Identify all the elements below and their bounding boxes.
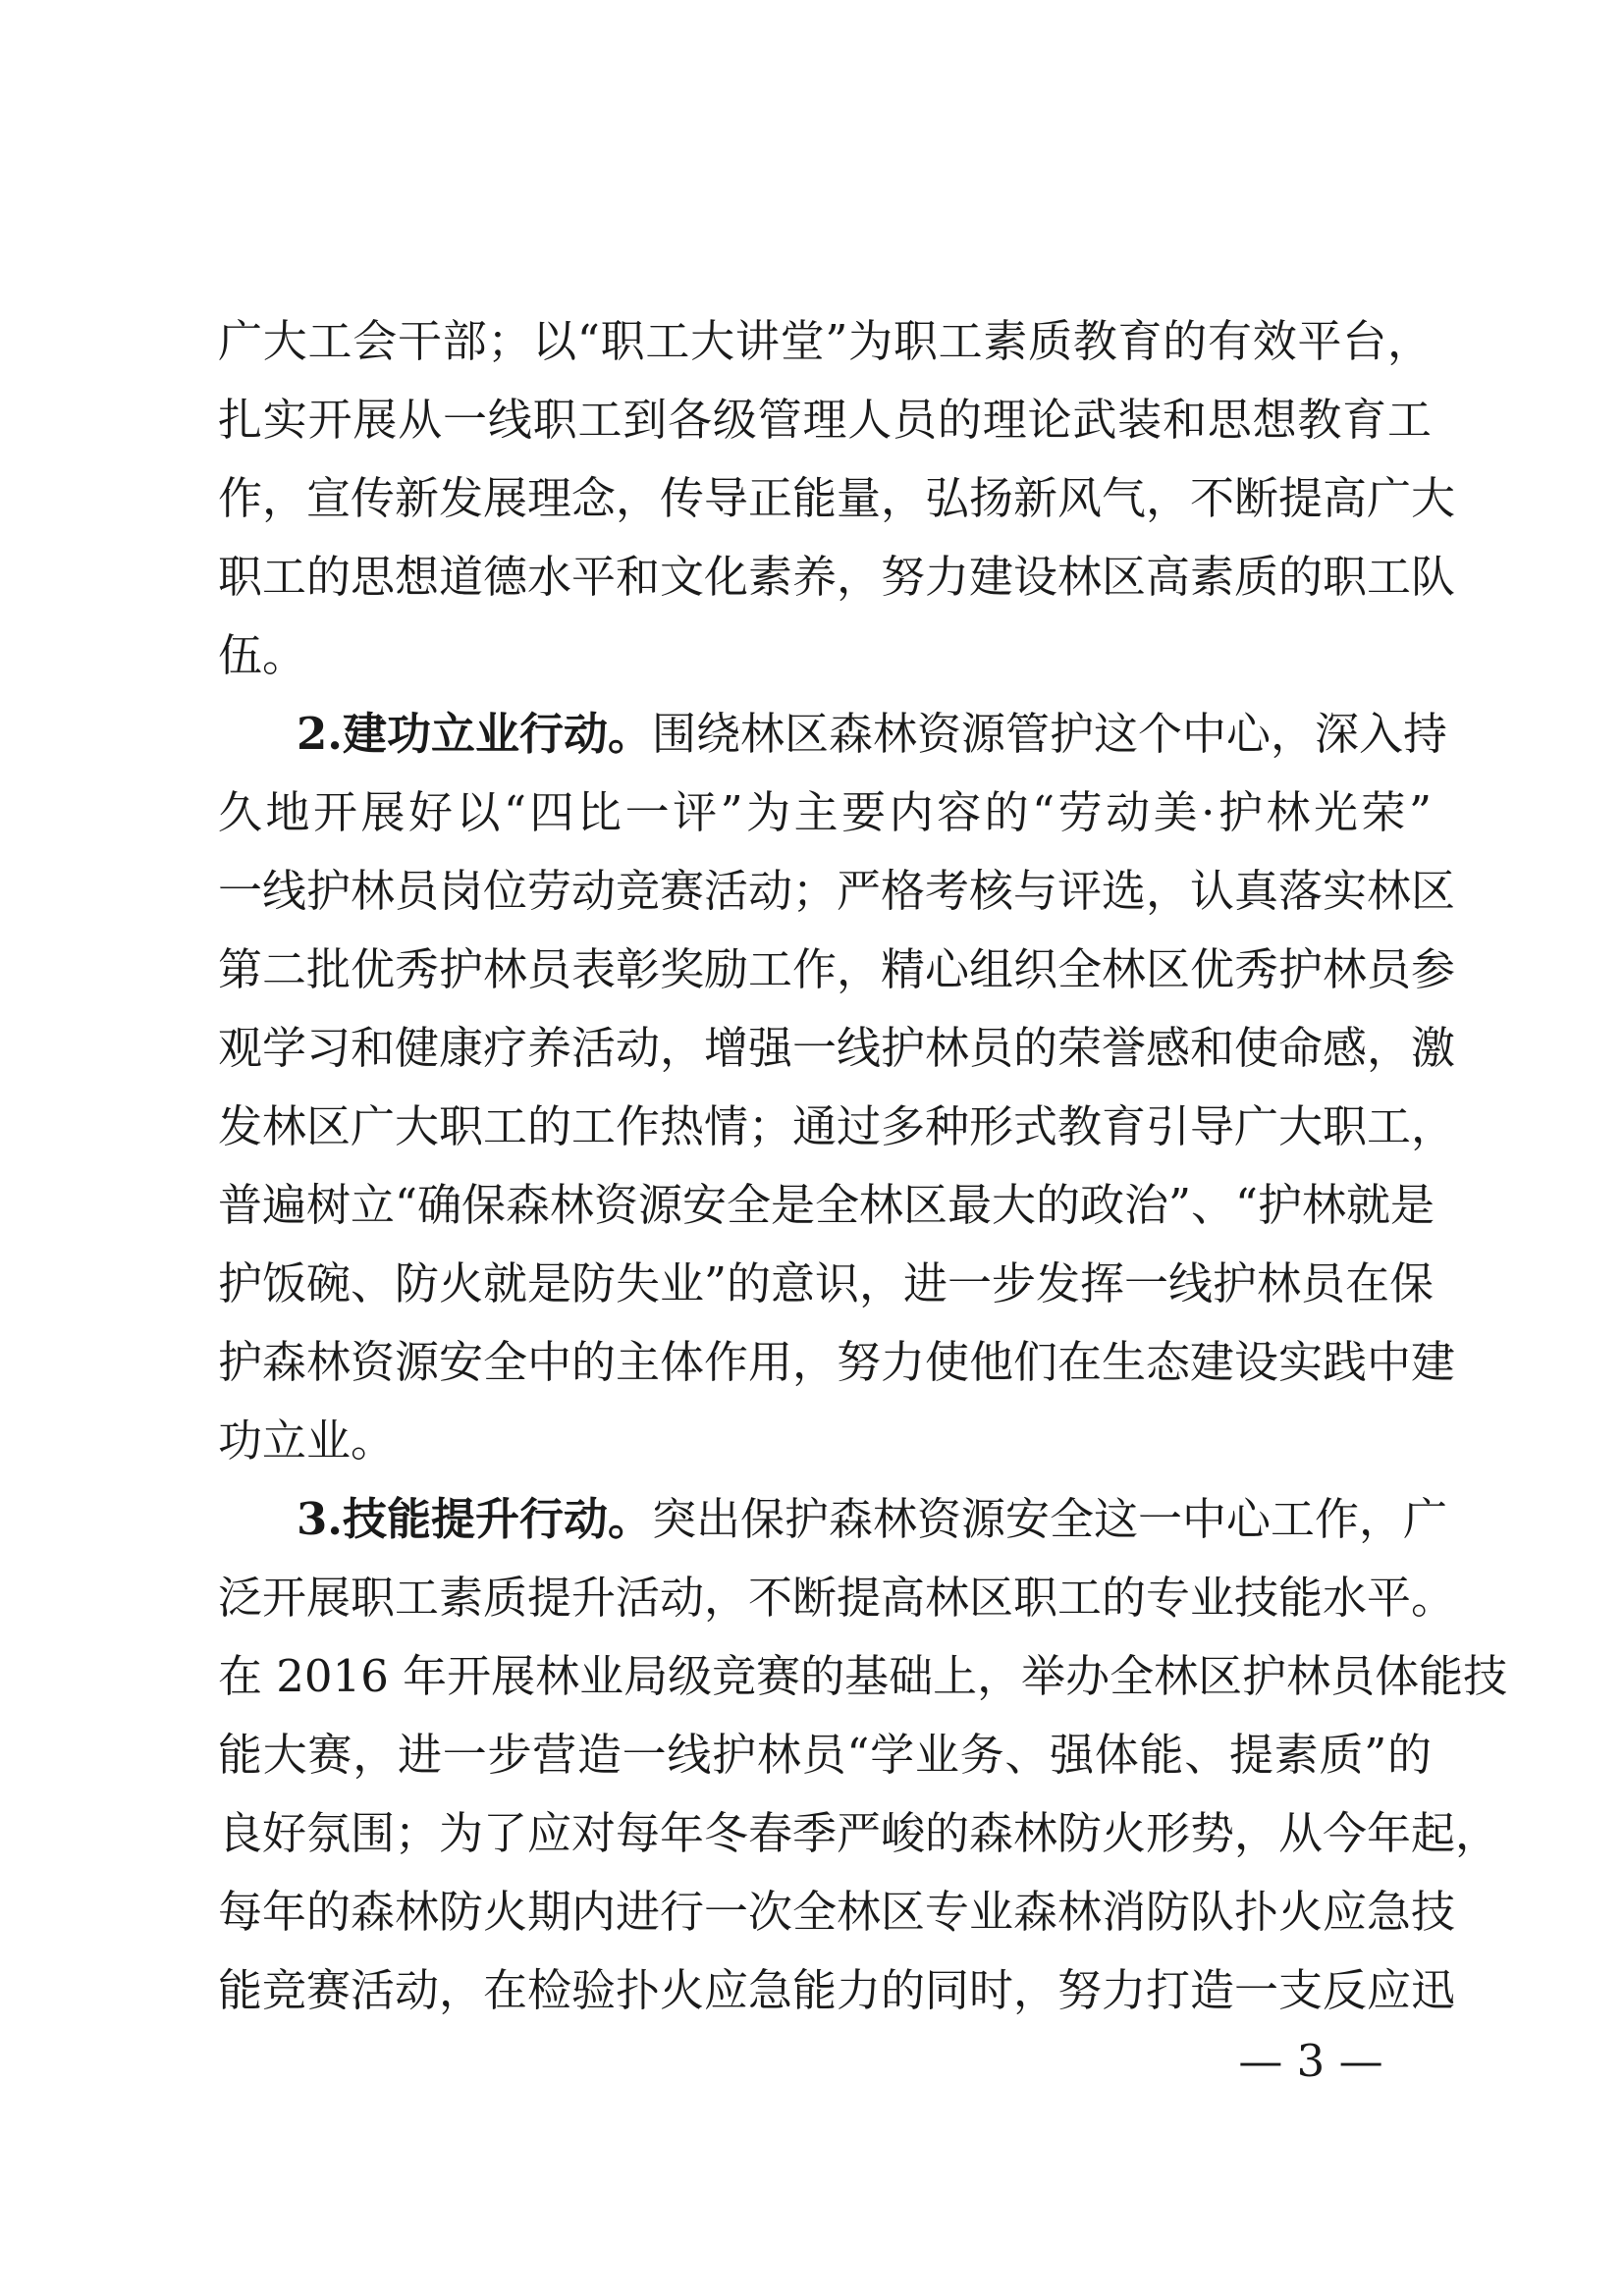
text-line: 伍。	[218, 629, 307, 681]
text-line: 观学习和健康疗养活动，增强一线护林员的荣誉感和使命感，激	[218, 1022, 1456, 1074]
text-run: 围绕林区森林资源管护这个中心，深入持	[651, 708, 1447, 760]
text-line: 每年的森林防火期内进行一次全林区专业森林消防队扑火应急技	[218, 1886, 1456, 1938]
section-heading: 2.建功立业行动。	[297, 708, 652, 760]
text-line: 泛开展职工素质提升活动，不断提高林区职工的专业技能水平。	[218, 1572, 1456, 1624]
text-line: 普遍树立“确保森林资源安全是全林区最大的政治”、“护林就是	[218, 1179, 1435, 1231]
section-heading: 3.技能提升行动。	[297, 1493, 652, 1545]
text-run: 突出保护森林资源安全这一中心工作，广	[651, 1493, 1447, 1545]
text-line: 在 2016 年开展林业局级竞赛的基础上，举办全林区护林员体能技	[218, 1650, 1508, 1702]
text-line: 功立业。	[218, 1415, 396, 1467]
text-line: 久地开展好以“四比一评”为主要内容的“劳动美·护林光荣”	[218, 786, 1432, 838]
paragraph-first-line	[297, 1490, 1447, 1549]
page-number: — 3 —	[1238, 2035, 1383, 2087]
text-line: 护森林资源安全中的主体作用，努力使他们在生态建设实践中建	[218, 1336, 1456, 1388]
text-line: 第二批优秀护林员表彰奖励工作，精心组织全林区优秀护林员参	[218, 943, 1456, 995]
text-line: 发林区广大职工的工作热情；通过多种形式教育引导广大职工，	[218, 1100, 1456, 1152]
text-line: 良好氛围；为了应对每年冬春季严峻的森林防火形势，从今年起，	[218, 1807, 1500, 1859]
text-line: 作，宣传新发展理念，传导正能量，弘扬新风气，不断提高广大	[218, 472, 1456, 524]
text-line: 护饭碗、防火就是防失业”的意识，进一步发挥一线护林员在保	[218, 1257, 1435, 1309]
text-line: 一线护林员岗位劳动竞赛活动；严格考核与评选，认真落实林区	[218, 865, 1456, 917]
text-line: 扎实开展从一线职工到各级管理人员的理论武装和思想教育工	[218, 394, 1432, 446]
text-line: 能大赛，进一步营造一线护林员“学业务、强体能、提素质”的	[218, 1729, 1432, 1781]
text-line: 能竞赛活动，在检验扑火应急能力的同时，努力打造一支反应迅	[218, 1964, 1456, 2016]
text-line: 广大工会干部；以“职工大讲堂”为职工素质教育的有效平台，	[218, 315, 1432, 367]
paragraph-first-line	[297, 705, 1447, 764]
text-line: 职工的思想道德水平和文化素养，努力建设林区高素质的职工队	[218, 551, 1456, 603]
